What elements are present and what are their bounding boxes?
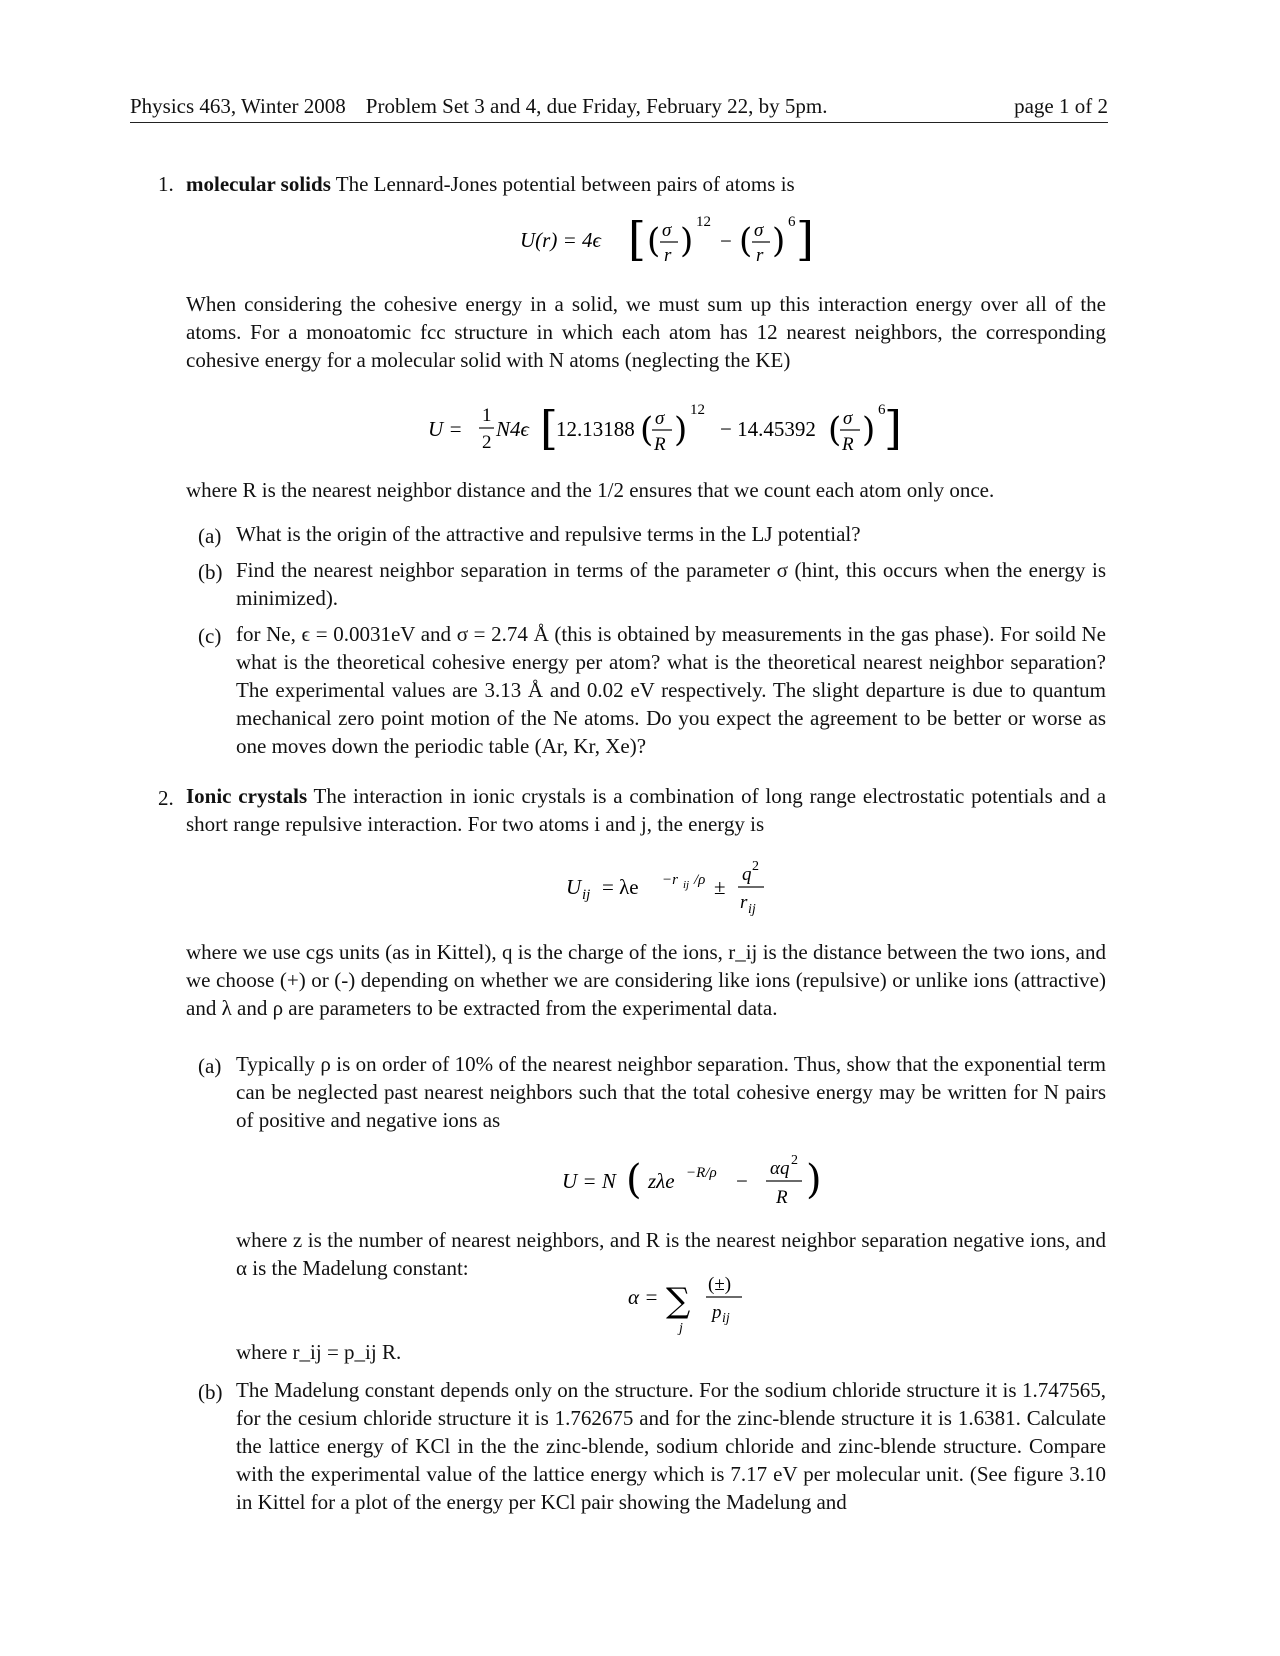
problem-1-heading: molecular solids bbox=[186, 172, 331, 196]
p2a-rij-definition: where r_ij = p_ij R. bbox=[236, 1340, 402, 1364]
eq5-sum-sub: j bbox=[679, 1321, 683, 1336]
eq1-rparen2: ) bbox=[772, 221, 786, 261]
eq3-exp-sub: ij bbox=[683, 879, 690, 891]
p1a-text: What is the origin of the attractive and repulsive terms in the LJ potential? bbox=[236, 522, 861, 546]
eq3-lambda-e: = λe bbox=[602, 875, 639, 899]
page-header bbox=[130, 92, 1108, 123]
eq4-lparen: ( bbox=[626, 1157, 642, 1203]
eq4-num: αq bbox=[770, 1158, 790, 1179]
eq2-rbracket: ] bbox=[884, 401, 902, 455]
p1b-text: Find the nearest neighbor separation in terms of the parameter σ (hint, this occurs when the energy is minimized). bbox=[236, 558, 1106, 610]
p2b-label: (b) bbox=[198, 1380, 223, 1404]
equation-madelung bbox=[628, 1270, 748, 1336]
eq4-minus: − bbox=[736, 1169, 748, 1193]
eq2-half-num: 1 bbox=[482, 405, 492, 426]
eq3-U-sub: ij bbox=[582, 887, 591, 903]
eq2-lparen2: ( bbox=[828, 410, 842, 450]
header-left bbox=[130, 94, 828, 119]
eq2-lparen1: ( bbox=[640, 410, 654, 450]
problem-1-intro: The Lennard-Jones potential between pairs of atoms is bbox=[335, 172, 795, 196]
eq2-rparen2: ) bbox=[862, 410, 876, 450]
eq2-R1: R bbox=[654, 434, 666, 455]
eq4-lhs: U = N bbox=[562, 1169, 616, 1193]
p1c-label: (c) bbox=[198, 624, 222, 648]
p2b-text: The Madelung constant depends only on the structure. For the sodium chloride structure it is 1.747565, for the cesium chloride structure it is 1.762675 and for the zinc-blende structure it is 1.6381. Calculate the lattice energy of KCl in the the zinc-blende, sodium chloride and zinc-blende structure. Compare with the experimental value of the lattice energy which is 7.17 eV per molecular unit. (See figure 3.10 in Kittel for a plot of the energy per KCl pair showing the Madelung and bbox=[236, 1378, 1106, 1514]
eq2-mid: N4ϵ bbox=[496, 417, 529, 441]
eq3-exp-tail: /ρ bbox=[694, 872, 706, 888]
p1c-text: for Ne, ϵ = 0.0031eV and σ = 2.74 Å (this is obtained by measurements in the gas phase). For soild Ne what is the theoretical cohesive energy per atom? what is the theoretical nearest neighbor separation? The experimental values are 3.13 Å and 0.02 eV respectively. The slight departure is due to quantum mechanical zero point motion of the Ne atoms. Do you expect the agreement to be better or worse as one moves down the periodic table (Ar, Kr, Xe)? bbox=[236, 622, 1106, 758]
problem-set-title: Problem Set 3 and 4, due Friday, February 22, by 5pm. bbox=[365, 94, 828, 118]
eq5-sum: ∑ bbox=[666, 1281, 691, 1321]
eq2-sigma2: σ bbox=[843, 408, 853, 429]
problem-1-intro-line bbox=[186, 172, 795, 197]
p2a-text: Typically ρ is on order of 10% of the nearest neighbor separation. Thus, show that the exponential term can be neglected past nearest neighbors such that the total cohesive energy may be written for N pairs of positive and negative ions as bbox=[236, 1052, 1106, 1132]
eq2-exp12: 12 bbox=[690, 402, 705, 418]
problem-1-number: 1. bbox=[158, 172, 174, 196]
eq4-rparen: ) bbox=[806, 1157, 822, 1203]
eq1-sigma2: σ bbox=[754, 220, 764, 241]
eq1-r2: r bbox=[756, 245, 764, 266]
eq1-exp12: 12 bbox=[696, 214, 711, 230]
eq2-lhs: U = bbox=[428, 417, 463, 441]
equation-total-cohesive bbox=[562, 1146, 842, 1218]
p2a-label: (a) bbox=[198, 1054, 222, 1078]
eq1-lparen2: ( bbox=[739, 221, 753, 261]
eq1-r1: r bbox=[664, 245, 672, 266]
eq2-c2: − 14.45392 bbox=[720, 417, 816, 441]
course-name: Physics 463, Winter 2008 bbox=[130, 94, 346, 118]
problem-1-where: where R is the nearest neighbor distance and the 1/2 ensures that we count each atom only once. bbox=[186, 478, 995, 502]
eq1-sigma1: σ bbox=[662, 220, 672, 241]
p1a-label: (a) bbox=[198, 524, 222, 548]
eq2-exp6: 6 bbox=[878, 402, 886, 418]
eq2-c1: 12.13188 bbox=[556, 417, 635, 441]
eq1-rbracket: ] bbox=[796, 212, 814, 266]
eq4-exp: −R/ρ bbox=[686, 1165, 717, 1181]
eq1-minus: − bbox=[720, 229, 732, 253]
eq2-rparen1: ) bbox=[674, 410, 688, 450]
eq5-den: p bbox=[712, 1302, 722, 1323]
eq4-num-sup: 2 bbox=[791, 1153, 798, 1168]
page-number: page 1 of 2 bbox=[1014, 94, 1108, 118]
equation-cohesive-energy bbox=[428, 394, 908, 466]
problem-1-paragraph: When considering the cohesive energy in a solid, we must sum up this interaction energy over all of the atoms. For a monoatomic fcc structure in which each atom has 12 nearest neighbors, the corresponding cohesive energy for a molecular solid with N atoms (neglecting the KE) bbox=[186, 292, 1106, 372]
eq1-lhs: U(r) = 4ϵ bbox=[520, 228, 601, 252]
p1b-label: (b) bbox=[198, 560, 223, 584]
eq3-q-sup: 2 bbox=[752, 859, 759, 874]
eq3-r: r bbox=[740, 892, 748, 913]
eq2-R2: R bbox=[842, 434, 854, 455]
eq2-sigma1: σ bbox=[655, 408, 665, 429]
eq1-lbracket: [ bbox=[628, 212, 646, 266]
equation-ionic-pair bbox=[566, 852, 796, 924]
eq4-term1: zλe bbox=[648, 1169, 675, 1193]
p2a-where: where z is the number of nearest neighbors, and R is the nearest neighbor separation negative ions, and α is the Madelung constant: bbox=[236, 1228, 1106, 1280]
eq3-r-sub: ij bbox=[748, 902, 756, 917]
eq2-half-den: 2 bbox=[482, 432, 492, 453]
eq1-exp6: 6 bbox=[788, 214, 796, 230]
problem-2-heading: Ionic crystals bbox=[186, 784, 308, 808]
eq5-den-sub: ij bbox=[722, 1311, 730, 1326]
eq3-exp: −r bbox=[662, 872, 678, 888]
eq1-rparen1: ) bbox=[680, 221, 694, 261]
equation-lj-potential bbox=[520, 206, 820, 278]
problem-2-intro: The interaction in ionic crystals is a combination of long range electrostatic potentials and a short range repulsive interaction. For two atoms i and j, the energy is bbox=[186, 784, 1107, 836]
problem-2-paragraph: where we use cgs units (as in Kittel), q is the charge of the ions, r_ij is the distance between the two ions, and we choose (+) or (-) depending on whether we are considering like ions (repulsive) or unlike ions (attractive) and λ and ρ are parameters to be extracted from the experimental data. bbox=[186, 940, 1106, 1020]
eq1-lparen1: ( bbox=[647, 221, 661, 261]
eq3-U: U bbox=[566, 875, 582, 899]
problem-2-intro-block bbox=[186, 782, 1106, 838]
eq4-den: R bbox=[776, 1187, 788, 1208]
eq3-q: q bbox=[742, 864, 752, 885]
problem-2-number: 2. bbox=[158, 786, 174, 810]
eq2-lbracket: [ bbox=[540, 401, 558, 455]
eq5-num: (±) bbox=[708, 1274, 732, 1295]
eq3-pm: ± bbox=[714, 875, 726, 899]
eq5-lhs: α = bbox=[628, 1285, 659, 1309]
